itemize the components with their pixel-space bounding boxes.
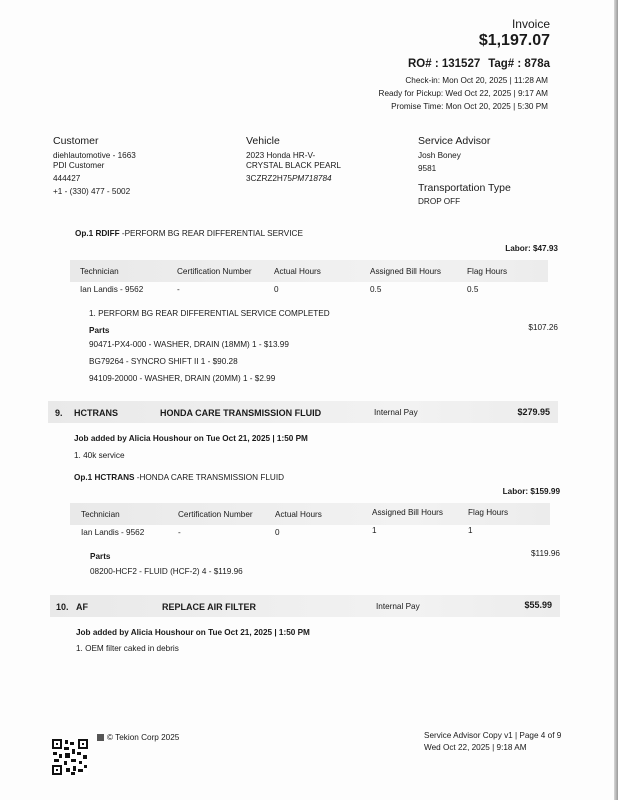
ro-number: RO# : 131527 <box>408 58 481 70</box>
job10-added-by: Job added by Alicia Houshour on Tue Oct 21, 2025 | 1:50 PM <box>76 628 310 637</box>
advisor-id: 9581 <box>418 164 437 173</box>
tech-col-technician: Technician <box>81 510 120 519</box>
customer-type: PDI Customer <box>53 161 105 170</box>
qr-code <box>52 739 88 775</box>
job9-concern: 1. 40k service <box>74 451 125 460</box>
vehicle-heading: Vehicle <box>246 135 280 147</box>
tech-col-assigned: Assigned Bill Hours <box>372 508 443 517</box>
op-rdiff-code: Op.1 RDIFF <box>75 229 120 238</box>
vehicle-model: 2023 Honda HR-V- <box>246 151 316 160</box>
tech-col-assigned: Assigned Bill Hours <box>370 267 441 276</box>
op-hctrans-desc: -HONDA CARE TRANSMISSION FLUID <box>134 473 285 482</box>
tech-row-technician: Ian Landis - 9562 <box>80 285 144 294</box>
vin-prefix: 3CZRZ2H75 <box>246 174 292 183</box>
job9-parts-total: $119.96 <box>531 549 560 558</box>
customer-number: 444427 <box>53 174 81 183</box>
job9-code: HCTRANS <box>74 408 118 418</box>
job9-pay-type: Internal Pay <box>374 408 418 417</box>
tag-number: Tag# : 878a <box>488 58 550 70</box>
op-rdiff-title <box>75 229 303 238</box>
job10-code: AF <box>76 602 88 612</box>
tekion-logo-icon <box>97 734 104 741</box>
tech-col-actual: Actual Hours <box>274 267 321 276</box>
doc-type: Invoice <box>511 17 550 31</box>
transport-value: DROP OFF <box>418 197 461 206</box>
tech-row-actual: 0 <box>274 285 279 294</box>
job9-parts-heading: Parts <box>90 552 111 561</box>
tech-col-technician: Technician <box>80 267 119 276</box>
job10-number: 10. <box>56 602 69 612</box>
tech-row-flag: 1 <box>468 526 473 535</box>
tech-row-flag: 0.5 <box>467 285 479 294</box>
promise-time: Promise Time: Mon Oct 20, 2025 | 5:30 PM <box>391 102 548 111</box>
footer-copyright <box>97 733 179 742</box>
part-line: 08200-HCF2 - FLUID (HCF-2) 4 - $119.96 <box>90 567 243 576</box>
op-hctrans-title <box>74 473 284 482</box>
tech-row-cert: - <box>177 285 180 294</box>
tech-col-actual: Actual Hours <box>275 510 322 519</box>
job10-header-bg <box>50 595 560 617</box>
checkin-time: Check-in: Mon Oct 20, 2025 | 11:28 AM <box>405 76 548 85</box>
op-rdiff-parts-heading: Parts <box>89 326 110 335</box>
tech-col-flag: Flag Hours <box>468 508 509 517</box>
job9-amount: $279.95 <box>517 407 550 417</box>
transport-heading: Transportation Type <box>418 182 511 194</box>
part-line: 94109-20000 - WASHER, DRAIN (20MM) 1 - $2.99 <box>89 374 276 383</box>
tech-row-technician: Ian Landis - 9562 <box>81 528 145 537</box>
tech-row-actual: 0 <box>275 528 280 537</box>
footer-printed-time: Wed Oct 22, 2025 | 9:18 AM <box>424 743 527 752</box>
footer-copy-info: Service Advisor Copy v1 | Page 4 of 9 <box>424 731 562 740</box>
tech-col-cert: Certification Number <box>178 510 253 519</box>
job9-description: HONDA CARE TRANSMISSION FLUID <box>160 408 322 418</box>
page-edge-shadow <box>614 0 618 800</box>
job10-description: REPLACE AIR FILTER <box>162 602 256 612</box>
vin-suffix: PM718784 <box>291 174 332 183</box>
job10-concern: 1. OEM filter caked in debris <box>76 644 179 653</box>
job9-added-by: Job added by Alicia Houshour on Tue Oct 21, 2025 | 1:50 PM <box>74 434 308 443</box>
op-rdiff-parts-total: $107.26 <box>528 323 558 332</box>
tech-row-assigned: 1 <box>372 526 377 535</box>
op-rdiff-labor: Labor: $47.93 <box>505 244 558 253</box>
customer-heading: Customer <box>53 135 99 147</box>
tech-row-cert: - <box>178 528 181 537</box>
advisor-heading: Service Advisor <box>418 135 491 147</box>
op-hctrans-labor: Labor: $159.99 <box>502 487 560 496</box>
vehicle-color: CRYSTAL BLACK PEARL <box>246 161 341 170</box>
ready-time: Ready for Pickup: Wed Oct 22, 2025 | 9:17 AM <box>378 89 548 98</box>
op-hctrans-code: Op.1 HCTRANS <box>74 473 135 482</box>
customer-phone: +1 - (330) 477 - 5002 <box>53 187 131 196</box>
op-rdiff-desc: -PERFORM BG REAR DIFFERENTIAL SERVICE <box>119 229 303 238</box>
tech-row-assigned: 0.5 <box>370 285 382 294</box>
part-line: 90471-PX4-000 - WASHER, DRAIN (18MM) 1 - $13.99 <box>89 340 289 349</box>
job10-amount: $55.99 <box>524 600 552 610</box>
tech-col-cert: Certification Number <box>177 267 252 276</box>
invoice-total: $1,197.07 <box>478 32 550 49</box>
tech-col-flag: Flag Hours <box>467 267 508 276</box>
advisor-name: Josh Boney <box>418 151 461 160</box>
customer-name: diehlautomotive - 1663 <box>53 151 136 160</box>
job10-pay-type: Internal Pay <box>376 602 420 611</box>
copyright-text: © Tekion Corp 2025 <box>107 733 180 742</box>
vehicle-vin <box>246 174 332 183</box>
job9-number: 9. <box>55 408 63 418</box>
op-rdiff-note: 1. PERFORM BG REAR DIFFERENTIAL SERVICE COMPLETED <box>89 309 330 318</box>
part-line: BG79264 - SYNCRO SHIFT II 1 - $90.28 <box>89 357 238 366</box>
